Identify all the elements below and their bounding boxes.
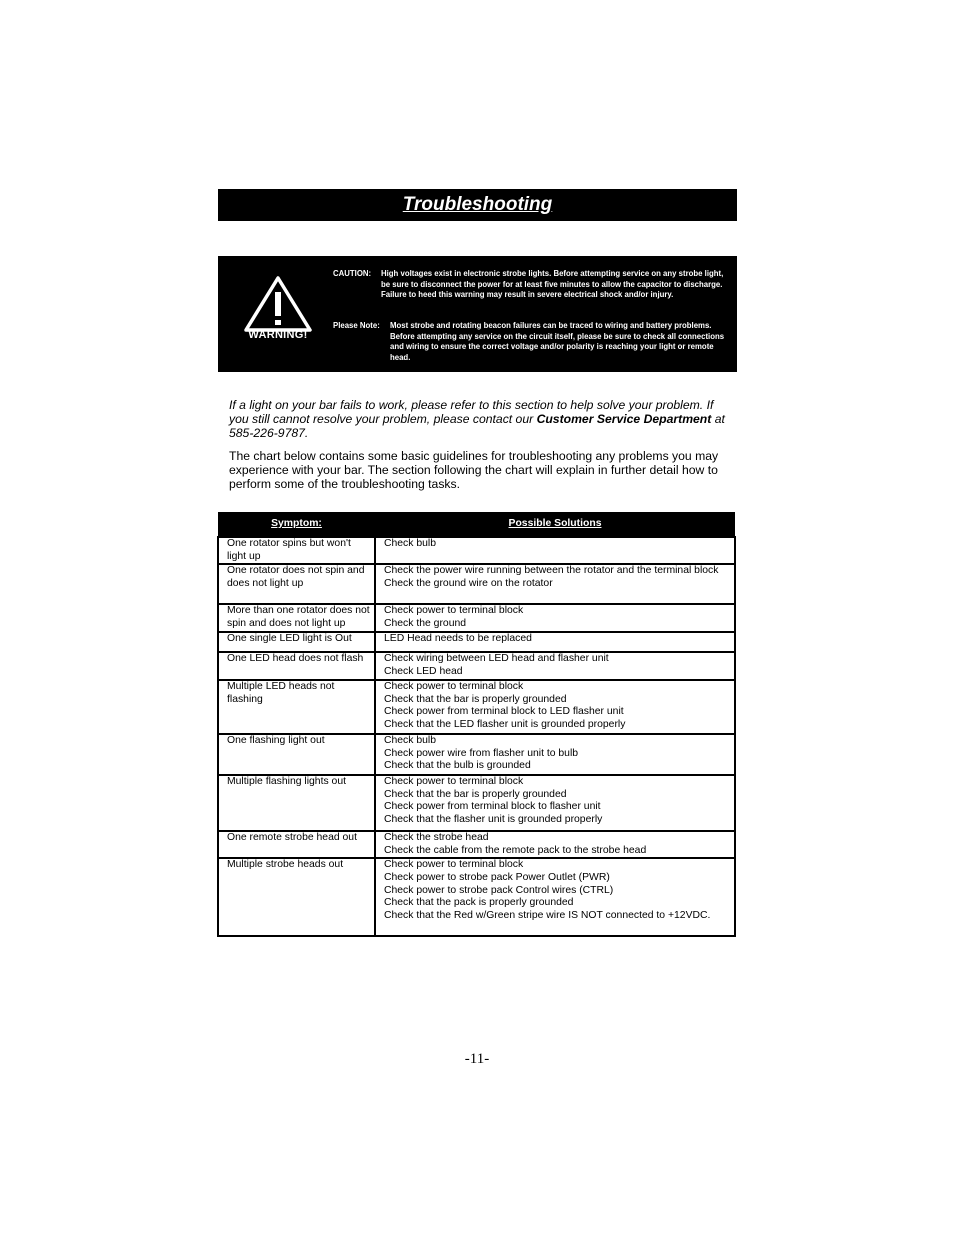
solution-item: Check that the bar is properly grounded <box>384 693 567 705</box>
table-row <box>218 537 735 564</box>
solution-item: Check that the bulb is grounded <box>384 760 531 772</box>
solution-item: Check that the pack is properly grounded <box>384 897 574 909</box>
customer-service-label: Customer Service Department <box>536 412 712 426</box>
warning-box <box>218 256 737 372</box>
solution-item: Check power wire from flasher unit to bulb <box>384 747 579 759</box>
symptom-cell: Multiple strobe heads out <box>218 858 375 936</box>
solution-item: Check power to terminal block <box>384 776 524 788</box>
solutions-cell <box>375 775 735 831</box>
caution-body: High voltages exist in electronic strobe lights. Before attempting service on any strobe light, be sure to disconnect the power for at least five minutes to allow the capacitor to discharge. Failure to heed this warning may result in severe electrical shock and/or injury. <box>381 269 724 299</box>
symptom-cell: Multiple LED heads not flashing <box>218 680 375 734</box>
solution-item: Check that the bar is properly grounded <box>384 788 567 800</box>
solution-item: Check bulb <box>384 735 436 747</box>
symptom-cell: One remote strobe head out <box>218 831 375 858</box>
symptom-cell: One flashing light out <box>218 734 375 775</box>
troubleshooting-table <box>217 512 736 937</box>
table-row <box>218 775 735 831</box>
chart-description: The chart below contains some basic guidelines for troubleshooting any problems you may experience with your bar. The section following the chart will explain in further detail how to perform some of the troubleshooting tasks. <box>229 449 719 491</box>
solution-item: Check power from terminal block to LED flasher unit <box>384 706 624 718</box>
page-number: -11- <box>464 1051 490 1067</box>
solution-item: Check power to terminal block <box>384 859 524 871</box>
note-text <box>333 321 728 363</box>
solution-item: Check the power wire running between the rotator and the terminal block <box>384 565 719 577</box>
solution-item: Check power to terminal block <box>384 681 524 693</box>
symptom-cell: One LED head does not flash <box>218 652 375 680</box>
solutions-cell <box>375 564 735 604</box>
table-row <box>218 734 735 775</box>
solution-item: LED Head needs to be replaced <box>384 633 532 645</box>
solutions-cell <box>375 680 735 734</box>
symptom-cell: One rotator spins but won't light up <box>218 537 375 564</box>
solution-item: Check the ground wire on the rotator <box>384 577 553 589</box>
solutions-cell <box>375 858 735 936</box>
page-title: Troubleshooting <box>402 194 553 215</box>
solutions-cell <box>375 604 735 632</box>
solutions-cell <box>375 652 735 680</box>
table-row <box>218 858 735 936</box>
intro-text-1: If a light on your bar fails to work, please refer to this section to help solve your problem. If you still cannot resolve your problem, please contact our <box>229 398 714 426</box>
symptom-cell: More than one rotator does not spin and does not light up <box>218 604 375 632</box>
solution-item: Check that the flasher unit is grounded properly <box>384 813 603 825</box>
solution-item: Check power to terminal block <box>384 605 524 617</box>
caution-text <box>333 269 728 301</box>
solution-item: Check power to strobe pack Power Outlet (PWR) <box>384 871 610 883</box>
solution-item: Check power from terminal block to flasher unit <box>384 801 601 813</box>
solutions-cell <box>375 734 735 775</box>
note-body: Most strobe and rotating beacon failures can be traced to wiring and battery problems. Before attempting any service on the circuit itself, please be sure to check all connections and wiring to ensure the correct voltage and/or polarity is reaching your light or remote head. <box>390 321 725 362</box>
table-header-row <box>218 512 735 537</box>
solution-item: Check LED head <box>384 665 463 677</box>
symptom-cell: One rotator does not spin and does not light up <box>218 564 375 604</box>
solutions-cell <box>375 831 735 858</box>
solution-item: Check the strobe head <box>384 832 489 844</box>
table-row <box>218 564 735 604</box>
solution-item: Check that the LED flasher unit is grounded properly <box>384 718 626 730</box>
intro-text-2: at 585-226-9787. <box>229 412 725 440</box>
solutions-cell <box>375 537 735 564</box>
solution-item: Check the cable from the remote pack to the strobe head <box>384 844 647 856</box>
warning-label: WARNING! <box>248 329 308 341</box>
table-body <box>218 537 735 936</box>
solutions-cell <box>375 632 735 652</box>
table-row <box>218 831 735 858</box>
note-label: Please Note: <box>333 321 380 330</box>
symptom-header: Symptom: <box>218 512 375 537</box>
symptom-cell: One single LED light is Out <box>218 632 375 652</box>
solution-item: Check power to strobe pack Control wires (CTRL) <box>384 884 614 896</box>
symptom-cell: Multiple flashing lights out <box>218 775 375 831</box>
solution-item: Check the ground <box>384 617 467 629</box>
table-row <box>218 632 735 652</box>
solutions-header: Possible Solutions <box>375 512 735 537</box>
table-row <box>218 652 735 680</box>
solution-item: Check wiring between LED head and flasher unit <box>384 653 609 665</box>
intro-paragraph <box>229 398 729 440</box>
solution-item: Check that the Red w/Green stripe wire IS NOT connected to +12VDC. <box>384 909 711 921</box>
table-row <box>218 680 735 734</box>
solution-item: Check bulb <box>384 538 436 549</box>
table-row <box>218 604 735 632</box>
caution-label: CAUTION: <box>333 269 372 278</box>
section-title-bar <box>218 189 737 221</box>
